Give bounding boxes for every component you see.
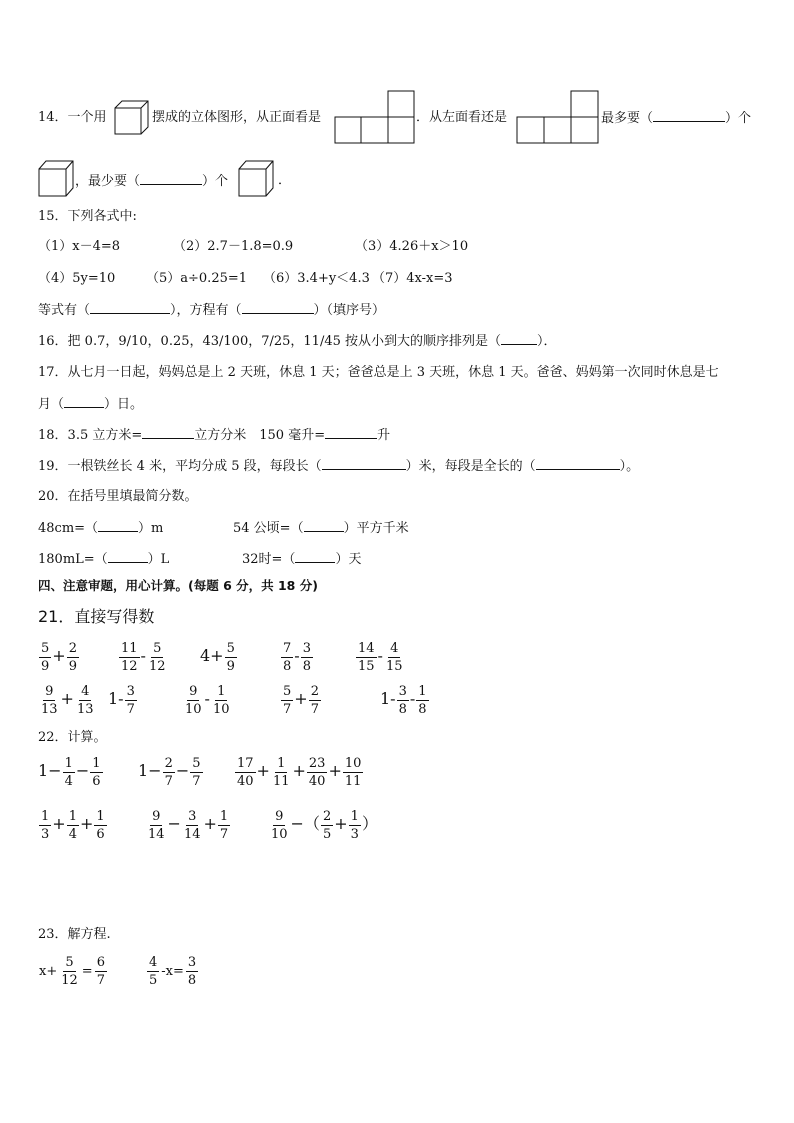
direct-calc-item [38,640,80,675]
q20-d-right: ）天 [335,552,362,567]
operator: + [334,814,348,833]
q17-line1: 17．从七月一日起，妈妈总是上 2 天班，休息 1 天；爸爸总是上 3 天班，休息 1 天。爸爸、妈妈第一次同时休息是七 [38,365,719,380]
fraction [125,683,137,718]
q20-c-left: 180mL=（ [38,552,108,567]
answer-blank[interactable] [322,457,406,470]
denominator: 15 [385,659,403,674]
answer-blank[interactable] [653,109,725,122]
direct-calc-item [280,683,322,718]
denominator: 3 [350,827,359,842]
numerator: 1 [92,756,101,771]
q15-item-3: （3）4.26＋x＞10 [355,239,469,254]
numerator: 3 [187,955,197,970]
numerator: 11 [121,641,138,656]
q14-text-7: ）个 [202,174,229,189]
fraction [182,808,203,843]
answer-blank[interactable] [142,426,194,439]
fraction [235,755,256,790]
numerator: 3 [126,684,135,699]
operator: + [79,814,94,833]
q19-line [38,457,639,476]
denominator: 12 [148,659,166,674]
numerator: 9 [189,684,198,699]
denominator: 7 [219,827,229,842]
denominator: 3 [41,827,50,842]
whole-number-term: 1- [380,689,396,708]
fraction [384,640,405,675]
numerator: 14 [358,641,375,656]
fraction [190,755,202,790]
fraction [90,755,102,790]
answer-blank[interactable] [536,457,620,470]
denominator: 6 [96,827,105,842]
direct-calc-item [200,640,238,675]
numerator: 9 [152,809,161,824]
whole-number-term: 1- [108,689,124,708]
operator: + [52,814,66,833]
q23-heading: 23．解方程. [38,927,111,942]
whole-number-term: 1− [38,761,62,780]
answer-blank[interactable] [501,332,537,345]
numerator: 2 [310,684,319,699]
cube-icon [238,160,274,198]
q15-text-c: ）（填序号） [313,303,386,318]
numerator: 4 [390,641,399,656]
q15-answer-line [38,301,385,320]
fraction [75,683,96,718]
numerator: 5 [283,684,292,699]
direct-calc-item [280,640,314,675]
q14-line2a [75,172,228,191]
cube-icon [114,100,150,136]
q14-end: ． [278,173,292,188]
fraction [309,683,321,718]
denominator: 11 [272,774,290,789]
denominator: 7 [310,702,319,717]
q16-text: 16．把 0.7，9/10，0.25，43/100，7/25，11/45 按从小到大的顺序排列是（ [38,334,502,349]
calc-expression [38,755,104,790]
q20-item-c [38,550,169,569]
denominator: 7 [192,774,201,789]
fraction [67,640,79,675]
denominator: 5 [322,827,332,842]
denominator: 9 [226,659,235,674]
q14-text-1: 一个用 [67,110,107,125]
numerator: 1 [277,756,286,771]
fraction [147,640,168,675]
denominator: 9 [41,659,50,674]
fraction [301,640,313,675]
operator: − [167,814,181,833]
front-view-diagram [334,90,416,146]
denominator: 13 [76,702,94,717]
fraction [147,954,159,989]
numerator: 1 [41,809,50,824]
operator: + [203,814,217,833]
left-view-diagram [516,90,600,146]
q15-text-b: ），方程有（ [170,303,242,318]
denominator: 7 [96,973,105,988]
denominator: 10 [271,827,288,842]
numerator: 3 [302,641,311,656]
fraction [119,640,140,675]
numerator: 5 [153,641,162,656]
closing-paren: ） [361,814,378,833]
section-heading: 四、注意审题，用心计算。(每题 6 分，共 18 分) [38,578,318,593]
q15-heading: 15．下列各式中: [38,209,137,224]
numerator: 9 [45,684,54,699]
q14-line1-end [601,109,751,128]
fraction [416,683,428,718]
q15-item-4: （4）5y=10 [38,271,116,286]
q17-text-b: ）日。 [104,397,144,412]
answer-blank[interactable] [90,301,170,314]
q15-text-a: 等式有（ [38,303,91,318]
denominator: 8 [418,702,427,717]
q14-text-5: ）个 [725,111,752,126]
fraction [163,755,175,790]
variable-term: x+ [39,964,58,979]
q20-heading: 20．在括号里填最简分数。 [38,489,198,504]
operator: - [140,646,146,665]
calc-expression [145,808,231,843]
denominator: 5 [149,973,158,988]
denominator: 4 [64,774,73,789]
direct-calc-item [355,640,406,675]
fraction [281,640,293,675]
numerator: 23 [308,756,326,771]
operator: - [409,689,416,708]
fraction [356,640,377,675]
operator: − [75,761,90,780]
calc-expression [234,755,364,790]
denominator: 8 [398,702,407,717]
q20-a-left: 48cm=（ [38,521,99,536]
numerator: 5 [65,955,74,970]
denominator: 12 [61,973,78,988]
q18-text-b: 立方分米 150 毫升= [194,428,326,443]
fraction [183,683,204,718]
denominator: 4 [68,827,77,842]
numerator: 1 [217,684,226,699]
fraction [225,640,237,675]
numerator: 17 [237,756,254,771]
q18-text-c: 升 [377,428,391,443]
fraction [349,808,361,843]
fraction [146,808,167,843]
operator: + [256,761,270,780]
fraction [186,954,198,989]
q19-text-c: ）。 [619,459,640,474]
operator: - [377,646,383,665]
answer-blank[interactable] [98,519,138,532]
numerator: 1 [418,684,427,699]
equals-sign: = [81,964,93,979]
denominator: 14 [183,827,201,842]
numerator: 6 [96,955,105,970]
q20-b-right: ）平方千米 [343,521,409,536]
q20-c-right: ）L [147,552,170,567]
denominator: 10 [185,702,202,717]
denominator: 8 [187,973,197,988]
numerator: 1 [219,809,229,824]
q20-d-left: 32时=（ [242,552,296,567]
q20-item-a [38,519,163,538]
equation [146,954,199,989]
numerator: 7 [283,641,292,656]
direct-calc-item [38,683,97,718]
numerator: 1 [68,809,77,824]
fraction [271,755,292,790]
fraction [39,808,51,843]
q19-text-a: 19．一根铁丝长 4 米，平均分成 5 段，每段长（ [38,459,322,474]
q14-line1 [38,109,107,127]
denominator: 7 [126,702,135,717]
operator: + [294,689,308,708]
numerator: 5 [192,756,201,771]
numerator: 4 [149,955,158,970]
fraction [39,640,51,675]
fraction [94,808,106,843]
operator: −（ [290,814,320,833]
fraction [281,683,293,718]
q20-b-left: 54 公顷=（ [233,521,304,536]
q14-number: 14． [38,110,68,125]
q19-text-b: ）米，每段是全长的（ [405,459,536,474]
q15-item-7: （7）4x-x=3 [372,271,453,286]
denominator: 6 [92,774,101,789]
denominator: 8 [302,659,311,674]
q14-text-2: 摆成的立体图形，从正面看是 [152,110,322,125]
operator: + [292,761,306,780]
fraction [307,755,328,790]
answer-blank[interactable] [108,550,148,563]
numerator: 1 [96,809,105,824]
q18-text-a: 18．3.5 立方米= [38,428,143,443]
q16-end: ）． [537,334,557,349]
q17-text-a: 月（ [38,397,65,412]
operator: + [328,761,342,780]
q22-heading: 22．计算。 [38,730,107,745]
denominator: 40 [308,774,326,789]
answer-blank[interactable] [295,550,335,563]
whole-number-term: 4+ [200,646,224,665]
fraction [269,808,290,843]
numerator: 2 [164,756,173,771]
numerator: 5 [41,641,50,656]
q18-line [38,426,390,445]
denominator: 7 [164,774,173,789]
operator: - [204,689,210,708]
cube-icon [38,160,74,198]
numerator: 2 [322,809,332,824]
equation [38,954,108,989]
numerator: 1 [350,809,359,824]
fraction [59,954,80,989]
numerator: 3 [188,809,197,824]
q20-item-b [233,519,409,538]
denominator: 13 [41,702,58,717]
q14-text-4: 最多要（ [601,111,654,126]
answer-blank[interactable] [242,301,314,314]
q20-item-d [242,550,361,569]
fraction [397,683,409,718]
direct-calc-item [118,640,169,675]
q21-heading: 21．直接写得数 [38,607,155,626]
fraction [321,808,333,843]
q15-item-5: （5）a÷0.25=1 [146,271,248,286]
fraction [211,683,232,718]
q14-text-6: ，最少要（ [75,174,141,189]
numerator: 10 [344,756,362,771]
fraction [39,683,60,718]
operator: + [52,646,66,665]
denominator: 11 [344,774,362,789]
q17-line2 [38,395,143,414]
q14-text-3: ．从左面看还是 [416,110,508,125]
denominator: 14 [148,827,165,842]
operator: + [60,689,74,708]
direct-calc-item [380,683,430,718]
q15-item-6: （6）3.4+y＜4.3 [263,271,370,286]
variable-term: -x= [161,964,184,979]
fraction [63,755,75,790]
q20-a-right: ）m [138,521,164,536]
fraction [343,755,364,790]
answer-blank[interactable] [140,172,202,185]
q15-item-1: （1）x－4=8 [38,239,121,254]
calc-expression [38,808,108,843]
q15-item-2: （2）2.7－1.8=0.9 [173,239,294,254]
denominator: 8 [283,659,292,674]
calc-expression [138,755,204,790]
fraction [218,808,230,843]
numerator: 9 [275,809,284,824]
denominator: 7 [283,702,292,717]
denominator: 12 [121,659,138,674]
calc-expression [268,808,378,843]
numerator: 1 [64,756,73,771]
answer-blank[interactable] [64,395,104,408]
numerator: 4 [81,684,90,699]
whole-number-term: 1− [138,761,162,780]
operator: - [294,646,300,665]
numerator: 2 [68,641,77,656]
denominator: 10 [212,702,230,717]
denominator: 15 [358,659,375,674]
numerator: 3 [398,684,407,699]
answer-blank[interactable] [304,519,344,532]
denominator: 9 [68,659,77,674]
direct-calc-item [108,683,138,718]
fraction [95,954,107,989]
q16-line [38,332,557,351]
direct-calc-item [182,683,233,718]
numerator: 5 [226,641,235,656]
answer-blank[interactable] [325,426,377,439]
operator: − [175,761,190,780]
denominator: 40 [237,774,254,789]
fraction [67,808,79,843]
